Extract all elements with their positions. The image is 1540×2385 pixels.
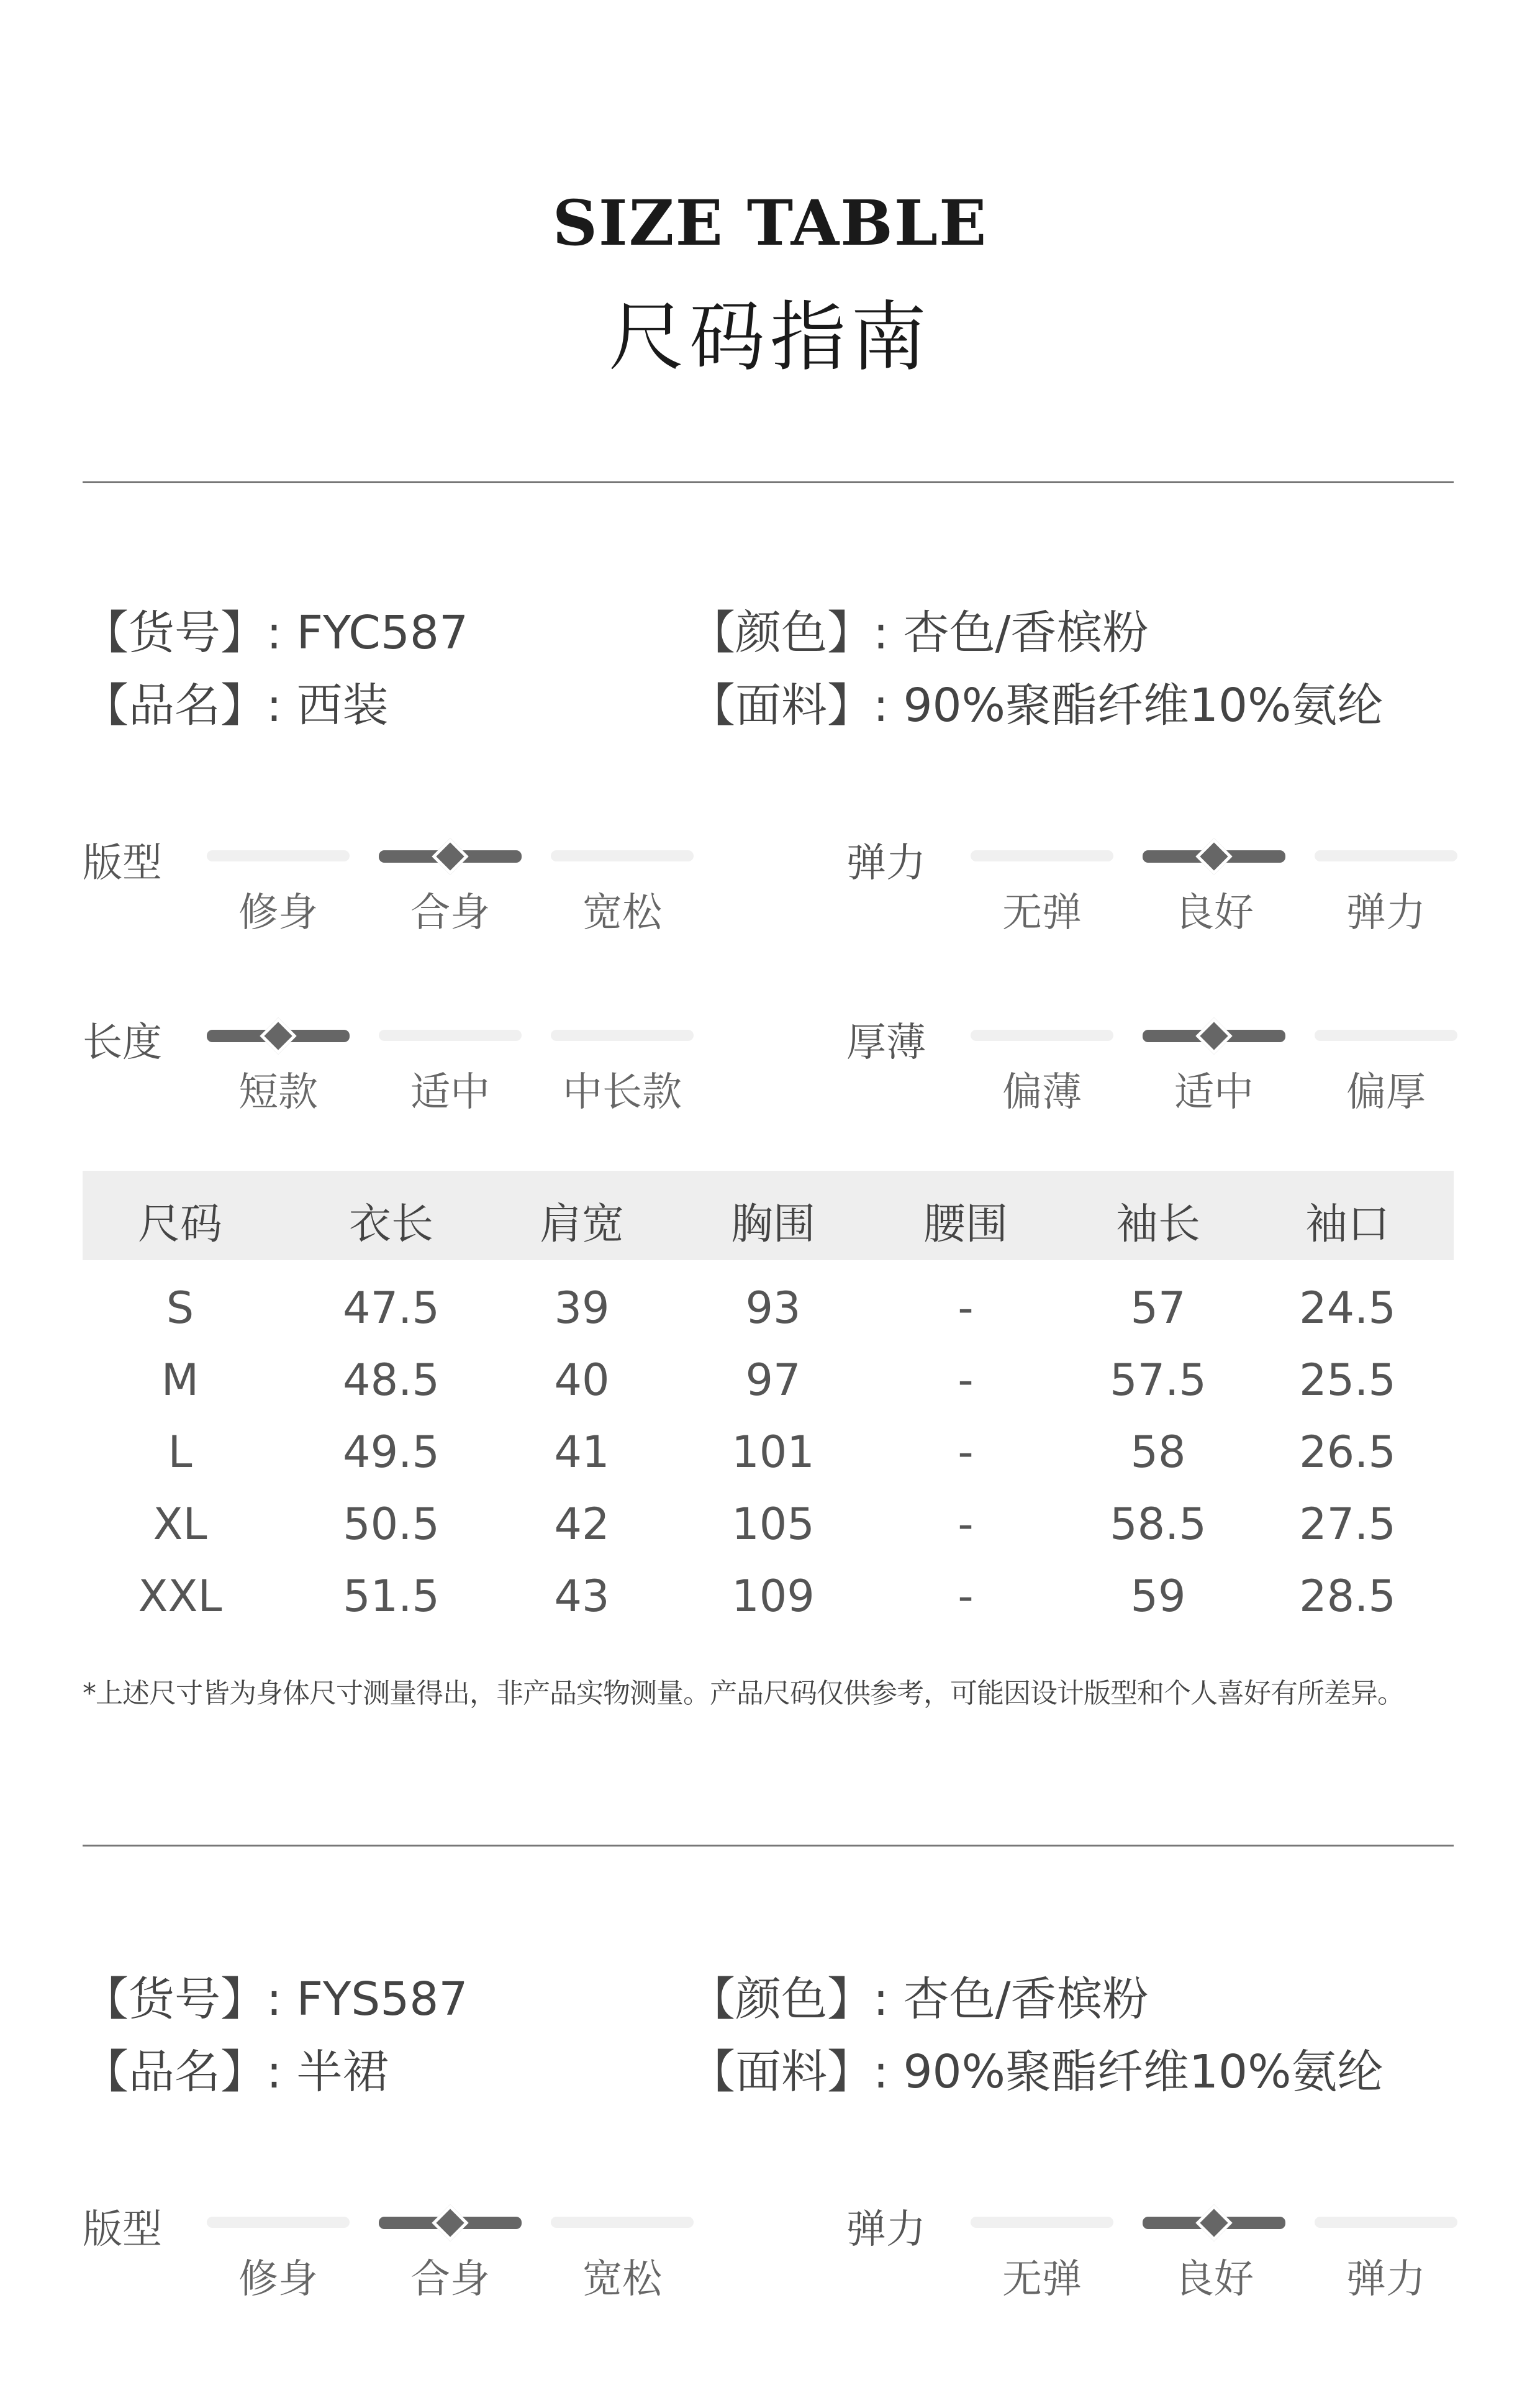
rating-bar [551, 2217, 694, 2228]
table-cell: 26.5 [1299, 1427, 1396, 1478]
table-cell: 42 [554, 1499, 610, 1550]
table-cell: 49.5 [343, 1427, 440, 1478]
table-cell: 48.5 [343, 1355, 440, 1406]
rating-option: 宽松 [582, 2256, 662, 2302]
rating-option: 适中 [1174, 1070, 1254, 1115]
rating-bar [551, 1030, 694, 1041]
table-cell: - [958, 1355, 974, 1406]
table-cell: XL [153, 1499, 207, 1550]
page-title-zh: 尺码指南 [609, 293, 931, 381]
table-cell: M [161, 1355, 199, 1406]
rating-bar-selected [1143, 850, 1285, 863]
table-header-cell: 肩宽 [539, 1200, 624, 1249]
rating-marker-icon [1195, 1017, 1232, 1054]
item-number: 【货号】: FYC587 [83, 606, 469, 660]
table-cell: 93 [745, 1283, 801, 1333]
table-cell: 24.5 [1299, 1283, 1396, 1333]
rating-option: 中长款 [563, 1070, 682, 1115]
product-color: 【颜色】: 杏色/香槟粉 [689, 606, 1149, 660]
table-cell: 97 [745, 1355, 801, 1406]
rating-option: 宽松 [582, 890, 662, 936]
rating-option: 合身 [410, 2256, 490, 2302]
table-header-cell: 尺码 [137, 1200, 222, 1249]
rating-option: 偏薄 [1002, 1070, 1082, 1115]
table-cell: 57.5 [1110, 1355, 1207, 1406]
rating-option: 弹力 [1346, 2256, 1426, 2302]
rating-bar-selected [207, 1030, 350, 1042]
item-number-2: 【货号】: FYS587 [83, 1973, 468, 2026]
table-header-cell: 袖长 [1115, 1200, 1200, 1249]
rating-option: 短款 [238, 1070, 318, 1115]
table-cell: 25.5 [1299, 1355, 1396, 1406]
rating-bar [971, 850, 1113, 861]
table-cell: 39 [554, 1283, 610, 1333]
rating-label: 弹力 [846, 2207, 926, 2253]
table-cell: - [958, 1571, 974, 1622]
rating-marker-icon [1195, 838, 1232, 874]
table-cell: 40 [554, 1355, 610, 1406]
rating-marker-icon [1195, 2204, 1232, 2241]
rating-bar-selected [1143, 2217, 1285, 2229]
table-cell: 58.5 [1110, 1499, 1207, 1550]
rating-label: 版型 [83, 840, 162, 886]
table-header-cell: 衣长 [348, 1200, 433, 1249]
rating-option: 合身 [410, 890, 490, 936]
table-header-cell: 袖口 [1305, 1200, 1390, 1249]
table-cell: 27.5 [1299, 1499, 1396, 1550]
size-note: *上述尺寸皆为身体尺寸测量得出，非产品实物测量。产品尺码仅供参考，可能因设计版型和个人喜好有所差异。 [83, 1678, 1404, 1709]
table-cell: XXL [138, 1571, 222, 1622]
table-cell: 57 [1130, 1283, 1186, 1333]
rating-bar [379, 1030, 522, 1041]
table-cell: 43 [554, 1571, 610, 1622]
rating-marker-icon [432, 838, 468, 874]
product-color-2: 【颜色】: 杏色/香槟粉 [689, 1973, 1149, 2026]
rating-option: 无弹 [1002, 890, 1082, 936]
rating-bar [207, 850, 350, 861]
rating-option: 良好 [1174, 2256, 1254, 2302]
divider-top [83, 481, 1454, 483]
product-name-2: 【品名】: 半裙 [83, 2045, 389, 2099]
product-fabric: 【面料】: 90%聚酯纤维10%氨纶 [689, 679, 1384, 732]
rating-bar [1315, 2217, 1457, 2228]
product-name: 【品名】: 西装 [83, 679, 389, 732]
table-cell: - [958, 1427, 974, 1478]
divider-middle [83, 1845, 1454, 1847]
rating-option: 弹力 [1346, 890, 1426, 936]
table-cell: 59 [1130, 1571, 1186, 1622]
rating-label: 厚薄 [846, 1020, 926, 1066]
table-cell: 50.5 [343, 1499, 440, 1550]
table-cell: - [958, 1283, 974, 1333]
rating-option: 修身 [238, 2256, 318, 2302]
table-cell: 51.5 [343, 1571, 440, 1622]
table-cell: 109 [732, 1571, 815, 1622]
table-header-cell: 胸围 [730, 1200, 815, 1249]
rating-label: 弹力 [846, 840, 926, 886]
rating-bar-selected [379, 850, 522, 863]
rating-option: 修身 [238, 890, 318, 936]
rating-bar [971, 1030, 1113, 1041]
rating-option: 偏厚 [1346, 1070, 1426, 1115]
table-cell: 28.5 [1299, 1571, 1396, 1622]
table-cell: - [958, 1499, 974, 1550]
rating-bar [1315, 850, 1457, 861]
rating-bar [1315, 1030, 1457, 1041]
rating-bar-selected [379, 2217, 522, 2229]
table-cell: 58 [1130, 1427, 1186, 1478]
table-cell: 105 [732, 1499, 815, 1550]
rating-label: 长度 [83, 1020, 162, 1066]
page-title-en: SIZE TABLE [552, 186, 988, 260]
product-fabric-2: 【面料】: 90%聚酯纤维10%氨纶 [689, 2045, 1384, 2099]
rating-bar [207, 2217, 350, 2228]
rating-label: 版型 [83, 2207, 162, 2253]
rating-marker-icon [260, 1017, 296, 1054]
rating-bar [551, 850, 694, 861]
table-cell: 41 [554, 1427, 610, 1478]
table-cell: 47.5 [343, 1283, 440, 1333]
rating-marker-icon [432, 2204, 468, 2241]
table-cell: L [168, 1427, 192, 1478]
table-cell: S [166, 1283, 194, 1333]
rating-option: 适中 [410, 1070, 490, 1115]
rating-option: 无弹 [1002, 2256, 1082, 2302]
rating-bar-selected [1143, 1030, 1285, 1042]
rating-bar [971, 2217, 1113, 2228]
table-header-cell: 腰围 [923, 1200, 1008, 1249]
table-cell: 101 [732, 1427, 815, 1478]
rating-option: 良好 [1174, 890, 1254, 936]
